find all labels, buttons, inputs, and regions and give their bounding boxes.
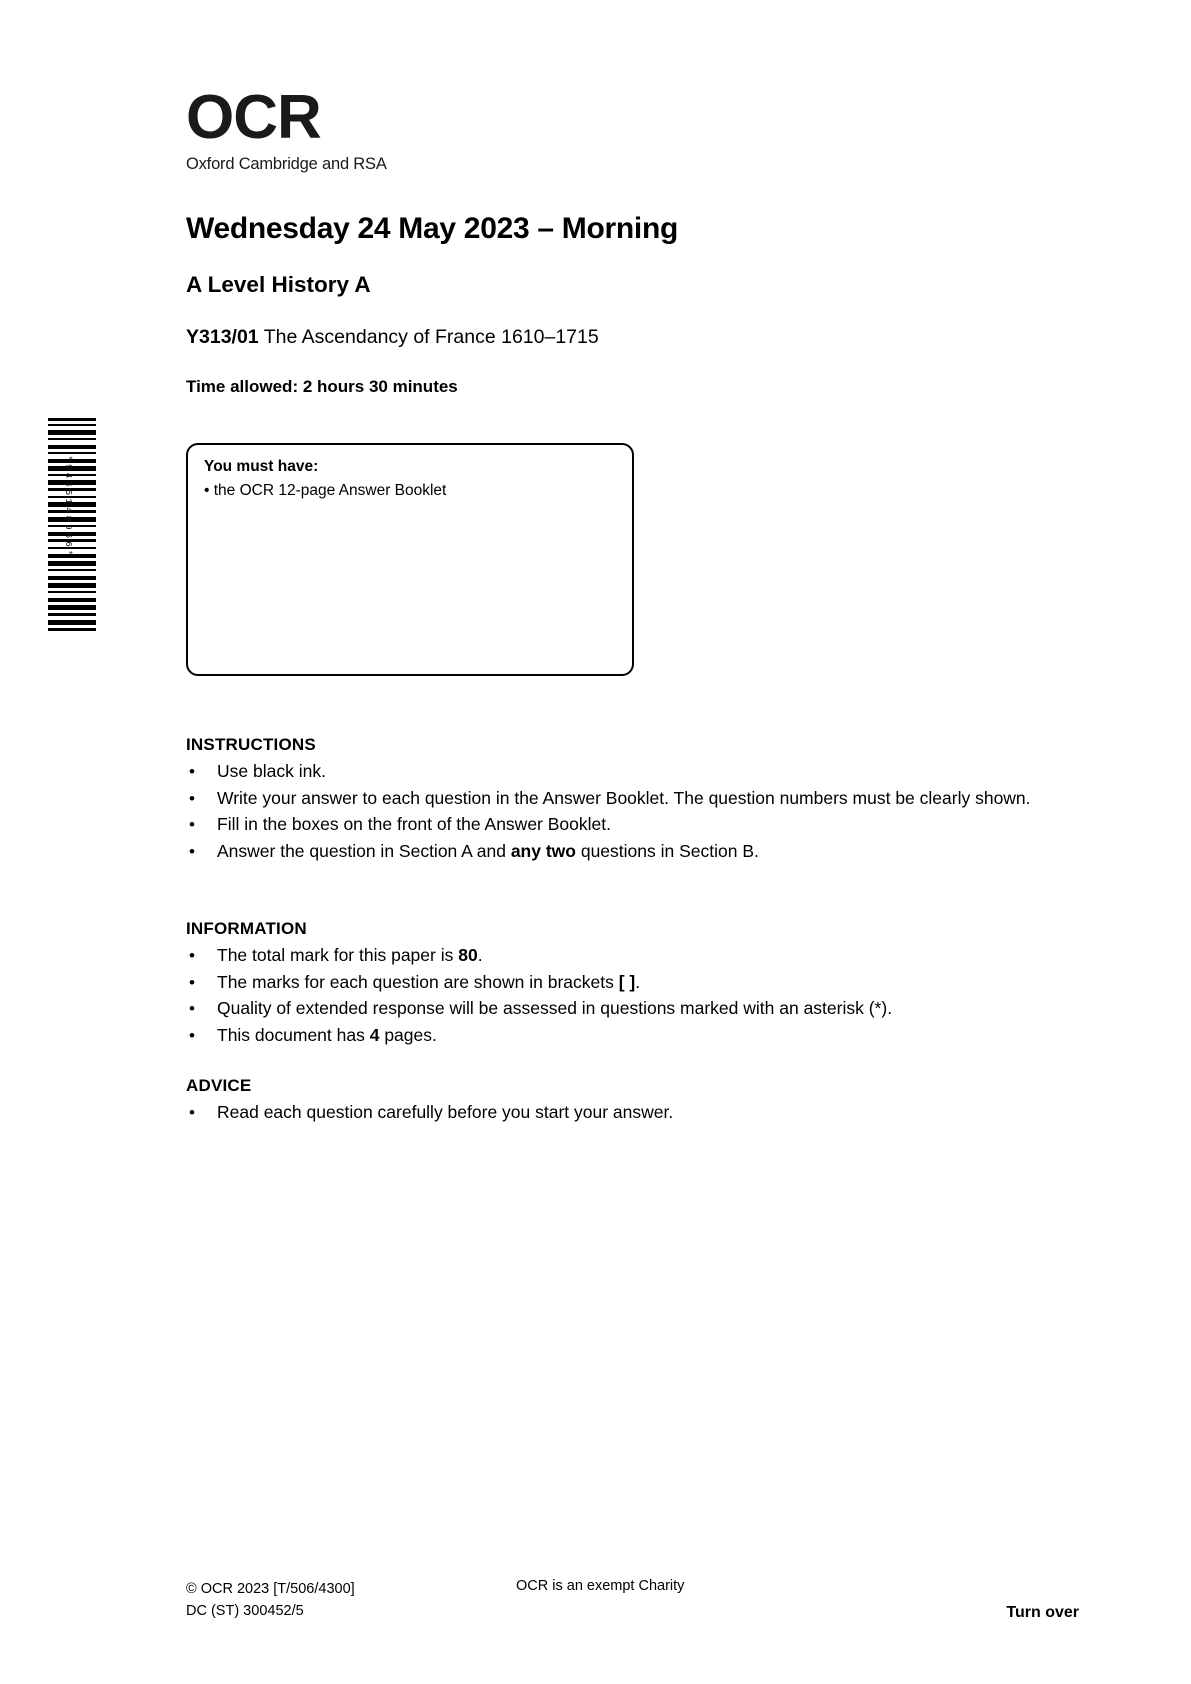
list-item	[186, 970, 1086, 996]
information-heading: INFORMATION	[186, 919, 307, 938]
page-footer	[186, 1578, 1086, 1634]
brackets-symbol: [ ]	[618, 971, 636, 992]
paper-title	[186, 326, 599, 349]
exam-date-session: Wednesday 24 May 2023 – Morning	[186, 212, 678, 245]
information-4-prefix: This document has	[217, 1024, 370, 1045]
advice-section	[186, 1076, 1086, 1127]
instruction-4-prefix: Answer the question in Section A and	[217, 840, 511, 861]
information-1-prefix: The total mark for this paper is	[217, 945, 459, 965]
paper-code: Y313/01	[186, 326, 259, 348]
list-item	[186, 943, 1086, 969]
list-item: • Read each question carefully before you start your answer.	[186, 1100, 1086, 1126]
information-2-prefix: The marks for each question are shown in brackets	[217, 971, 619, 992]
footer-copyright	[186, 1578, 355, 1622]
list-item	[186, 839, 1086, 865]
advice-heading: ADVICE	[186, 1076, 252, 1095]
barcode	[40, 418, 100, 636]
list-item: • Write your answer to each question in the Answer Booklet. The question numbers must be clearly shown.	[186, 786, 1086, 812]
list-item: • Quality of extended response will be assessed in questions marked with an asterisk (*).	[186, 996, 1086, 1022]
instructions-section	[186, 735, 1086, 865]
information-list	[186, 943, 1086, 1048]
information-section	[186, 919, 1086, 1049]
list-item: • Use black ink.	[186, 759, 1086, 785]
total-mark-value: 80	[458, 945, 478, 965]
instructions-heading: INSTRUCTIONS	[186, 735, 316, 754]
list-item: • Fill in the boxes on the front of the Answer Booklet.	[186, 812, 1086, 838]
time-allowed: Time allowed: 2 hours 30 minutes	[186, 377, 458, 396]
barcode-number: *9445148966*	[63, 455, 73, 559]
instruction-4-suffix: questions in Section B.	[575, 840, 759, 861]
turn-over-label: Turn over	[1006, 1604, 1079, 1621]
you-must-have-item: • the OCR 12-page Answer Booklet	[204, 482, 447, 499]
instruction-4-emphasis: any two	[510, 840, 576, 861]
document-code: DC (ST) 300452/5	[186, 1603, 304, 1619]
information-2-suffix: .	[635, 971, 641, 992]
ocr-logo	[186, 85, 426, 174]
information-1-suffix: .	[477, 945, 483, 965]
paper-name: The Ascendancy of France 1610–1715	[263, 326, 599, 348]
you-must-have-title: You must have:	[204, 458, 319, 475]
advice-list	[186, 1100, 1086, 1126]
list-item	[186, 1023, 1086, 1049]
ocr-logo-tagline: Oxford Cambridge and RSA	[186, 155, 387, 173]
charity-note: OCR is an exempt Charity	[516, 1578, 685, 1594]
information-4-suffix: pages.	[379, 1024, 437, 1045]
qualification-title: A Level History A	[186, 272, 371, 297]
instructions-list	[186, 759, 1086, 864]
page-count-value: 4	[369, 1024, 380, 1045]
you-must-have-box	[186, 443, 634, 676]
ocr-logo-wordmark: OCR	[186, 83, 321, 152]
copyright-line: © OCR 2023 [T/506/4300]	[186, 1581, 355, 1597]
